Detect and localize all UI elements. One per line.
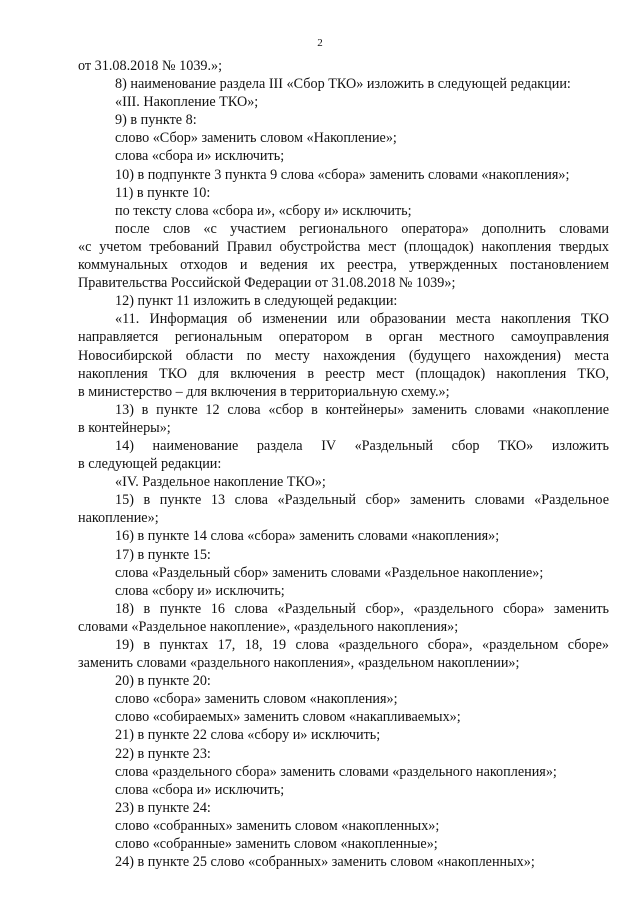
- text-line: 16) в пункте 14 слова «сбора» заменить словами «накопления»;: [115, 528, 500, 545]
- text-line: коммунальных отходов и ведения их реестра, утвержденных постановлением: [78, 257, 609, 274]
- text-line: 24) в пункте 25 слово «собранных» заменить словом «накопленных»;: [115, 854, 535, 871]
- text-line: после слов «с участием регионального оператора» дополнить словами: [115, 220, 609, 237]
- text-line: слова «сбору и» исключить;: [115, 582, 285, 599]
- text-line: от 31.08.2018 № 1039.»;: [78, 58, 223, 74]
- text-line: накопления ТКО для включения в реестр мест (площадок) накопления ТКО,: [78, 365, 609, 382]
- text-line: словами «Раздельное накопление», «раздельного накопления»;: [78, 618, 459, 635]
- text-line: 19) в пунктах 17, 18, 19 слова «раздельного сбора», «раздельном сборе»: [115, 637, 609, 653]
- text-line: накопление»;: [78, 510, 159, 527]
- text-line: 8) наименование раздела III «Сбор ТКО» изложить в следующей редакции:: [115, 76, 571, 93]
- text-line: 13) в пункте 12 слова «сбор в контейнеры» заменить словами «накопление: [115, 401, 609, 418]
- text-line: 15) в пункте 13 слова «Раздельный сбор» заменить словами «Раздельное: [115, 492, 609, 509]
- document-body: [78, 57, 609, 871]
- text-line: заменить словами «раздельного накопления», «раздельном накоплении»;: [78, 655, 520, 672]
- text-line: слово «сбора» заменить словом «накопления»;: [115, 691, 398, 708]
- text-line: 10) в подпункте 3 пункта 9 слова «сбора» заменить словами «накопления»;: [115, 166, 570, 183]
- text-line: Правительства Российской Федерации от 31.08.2018 № 1039»;: [78, 275, 456, 292]
- text-line: 20) в пункте 20:: [115, 673, 211, 690]
- text-line: слово «собранные» заменить словом «накопленные»;: [115, 836, 438, 853]
- text-line: слово «собираемых» заменить словом «накапливаемых»;: [115, 709, 461, 726]
- text-line: 22) в пункте 23:: [115, 745, 211, 762]
- text-line: слова «Раздельный сбор» заменить словами «Раздельное накопление»;: [115, 564, 544, 581]
- text-line: 17) в пункте 15:: [115, 546, 211, 563]
- text-line: направляется региональным оператором в орган местного самоуправления: [78, 329, 609, 346]
- text-line: 11) в пункте 10:: [115, 184, 211, 201]
- text-line: слова «сбора и» исключить;: [115, 781, 285, 798]
- text-line: слова «сбора и» исключить;: [115, 148, 285, 165]
- text-line: в следующей редакции:: [78, 456, 222, 473]
- text-line: 14) наименование раздела IV «Раздельный сбор ТКО» изложить: [115, 437, 609, 454]
- text-line: слово «Сбор» заменить словом «Накопление»;: [115, 130, 397, 147]
- text-line: слово «собранных» заменить словом «накопленных»;: [115, 817, 440, 834]
- text-line: 12) пункт 11 изложить в следующей редакции:: [115, 293, 398, 310]
- text-line: 18) в пункте 16 слова «Раздельный сбор», «раздельного сбора» заменить: [115, 600, 609, 617]
- text-line: «с учетом требований Правил обустройства мест (площадок) накопления твердых: [78, 238, 609, 255]
- text-line: «11. Информация об изменении или образовании места накопления ТКО: [115, 311, 609, 328]
- text-line: по тексту слова «сбора и», «сбору и» исключить;: [115, 202, 412, 219]
- text-line: 21) в пункте 22 слова «сбору и» исключить;: [115, 727, 381, 744]
- text-line: 9) в пункте 8:: [115, 112, 197, 129]
- text-line: Новосибирской области по месту нахождения (будущего нахождения) места: [78, 347, 609, 364]
- text-line: слова «раздельного сбора» заменить словами «раздельного накопления»;: [115, 763, 557, 780]
- text-line: в контейнеры»;: [78, 419, 171, 436]
- text-line: «III. Накопление ТКО»;: [115, 94, 259, 111]
- page-number: 2: [317, 37, 323, 49]
- text-line: «IV. Раздельное накопление ТКО»;: [115, 474, 326, 491]
- text-line: 23) в пункте 24:: [115, 799, 211, 816]
- text-line: в министерство – для включения в территориальную схему.»;: [78, 383, 450, 400]
